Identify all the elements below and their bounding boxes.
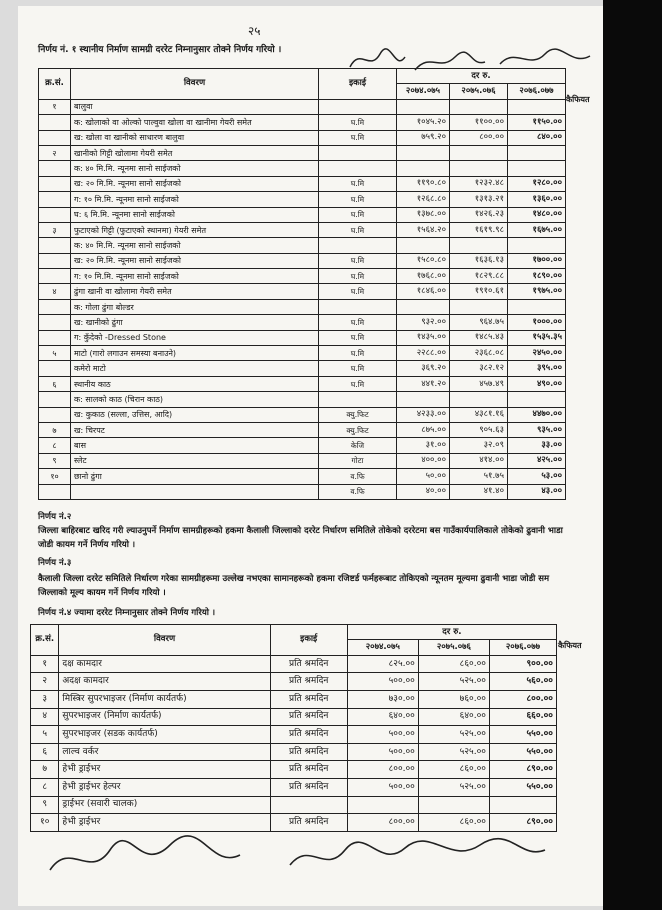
row-sn: १० (39, 469, 71, 484)
row-desc: क: ४० मि.मि. न्यूनमा सानो साईजको (71, 161, 319, 176)
col-sn: क्र.सं. (39, 69, 71, 100)
row-unit: प्रति श्रमदिन (270, 708, 347, 726)
row-unit (319, 392, 397, 407)
row-desc: ख: कुकाठ (सल्ला, उत्तिस, आदि) (71, 407, 319, 422)
col-desc: विवरण (71, 69, 319, 100)
row-rate-1: ८००.०० (347, 761, 418, 779)
row-rate-3: ९३५.०० (508, 422, 566, 437)
table-row (31, 673, 557, 691)
table-row (31, 761, 557, 779)
row-sn: १ (31, 655, 59, 673)
row-unit: घ.मि (319, 130, 397, 145)
row-unit: व.फि (319, 469, 397, 484)
row-unit: घ.मि (319, 361, 397, 376)
decision-1-heading: निर्णय नं. १ स्थानीय निर्माण सामग्री दररेट निम्नानुसार तोक्ने निर्णय गरियो । (38, 45, 282, 55)
col-year-1: २०७४.०७५ (397, 84, 450, 99)
row-unit: घ.मि (319, 315, 397, 330)
row-unit: घ.मि (319, 284, 397, 299)
row-rate-1: १७६८.०० (397, 269, 450, 284)
row-desc: ग: १० मि.मि. न्यूनमा सानो साईजको (71, 269, 319, 284)
row-desc: क: सालको काठ (चिरान काठ) (71, 392, 319, 407)
col-year-2: २०७५.०७६ (418, 640, 489, 655)
row-desc: घ: ६ मि.मि. न्यूनमा सानो साईजको (71, 207, 319, 222)
row-sn: ३ (39, 222, 71, 237)
row-rate-2: ५२५.०० (418, 673, 489, 691)
table-row (39, 192, 566, 207)
table-row (39, 330, 566, 345)
table-row (39, 376, 566, 391)
row-rate-1: ५००.०० (347, 743, 418, 761)
row-desc: क: गोला ढुंगा बोल्डर (71, 299, 319, 314)
row-desc: स्लेट (71, 453, 319, 468)
row-sn: ४ (39, 284, 71, 299)
row-rate-1 (397, 161, 450, 176)
row-rate-3: ५५०.०० (489, 726, 556, 744)
row-rate-1 (397, 299, 450, 314)
row-rate-1: ५००.०० (347, 726, 418, 744)
col-desc: विवरण (59, 625, 270, 656)
table-row (39, 469, 566, 484)
row-sn: ८ (31, 778, 59, 796)
row-rate-1: ८७५.०० (397, 422, 450, 437)
row-rate-1: १५८०.८० (397, 253, 450, 268)
row-unit: गोटा (319, 453, 397, 468)
labour-rate-table (30, 624, 557, 832)
row-desc: बास (71, 438, 319, 453)
row-unit: प्रति श्रमदिन (270, 726, 347, 744)
row-unit (319, 161, 397, 176)
row-unit: घ.मि (319, 192, 397, 207)
row-unit: प्रति श्रमदिन (270, 673, 347, 691)
row-rate-3: १५३५.३५ (508, 330, 566, 345)
row-unit: घ.मि (319, 176, 397, 191)
row-sn (39, 207, 71, 222)
row-rate-3: ४९०.०० (508, 376, 566, 391)
row-sn (39, 115, 71, 130)
table-row (39, 222, 566, 237)
table-row (39, 407, 566, 422)
table-row (39, 392, 566, 407)
row-rate-2: ३२.०९ (450, 438, 508, 453)
row-desc: बालुवा (71, 99, 319, 114)
row-rate-2: १९१०.६१ (450, 284, 508, 299)
table-row (31, 708, 557, 726)
row-unit: घ.मि (319, 376, 397, 391)
row-rate-3: ९००.०० (489, 655, 556, 673)
table-row (39, 161, 566, 176)
col-unit: इकाई (319, 69, 397, 100)
row-sn (39, 269, 71, 284)
table-row (31, 690, 557, 708)
row-sn (39, 361, 71, 376)
row-desc: अदक्ष कामदार (59, 673, 270, 691)
row-rate-1: ५०.०० (397, 469, 450, 484)
row-rate-3: ६६०.०० (489, 708, 556, 726)
row-desc: स्थानीय काठ (71, 376, 319, 391)
row-rate-3: ८४०.०० (508, 130, 566, 145)
row-sn: ६ (31, 743, 59, 761)
table-row (39, 238, 566, 253)
row-desc (71, 484, 319, 499)
row-rate-3 (508, 238, 566, 253)
table-row (39, 453, 566, 468)
row-desc: ग: कुँदेको -Dressed Stone (71, 330, 319, 345)
row-rate-3: ८००.०० (489, 690, 556, 708)
row-desc: छानो ढुंगा (71, 469, 319, 484)
row-unit: घ.मि (319, 115, 397, 130)
row-desc: कमेरो माटो (71, 361, 319, 376)
table-row (39, 284, 566, 299)
row-desc: ख: खानीको ढुंगा (71, 315, 319, 330)
row-rate-2: ८००.०० (450, 130, 508, 145)
row-unit: प्रति श्रमदिन (270, 778, 347, 796)
row-rate-3: ५५०.०० (489, 743, 556, 761)
col-year-3: २०७६.०७७ (489, 640, 556, 655)
row-unit: घ.मि (319, 207, 397, 222)
row-rate-1: ५००.०० (347, 673, 418, 691)
row-rate-3: ५६०.०० (489, 673, 556, 691)
row-rate-2: ४५७.४९ (450, 376, 508, 391)
table-row (39, 115, 566, 130)
row-unit: केजि (319, 438, 397, 453)
row-sn (39, 238, 71, 253)
row-rate-1: ७५९.२० (397, 130, 450, 145)
table-row (39, 438, 566, 453)
row-sn (39, 392, 71, 407)
row-sn: ७ (39, 422, 71, 437)
row-sn (39, 407, 71, 422)
row-rate-2: ६४०.०० (418, 708, 489, 726)
row-rate-1: ३१.०० (397, 438, 450, 453)
row-desc: फुटाएको गिट्टी (फुटाएको स्थानमा) गेयरी समेत (71, 222, 319, 237)
row-unit (319, 145, 397, 160)
row-rate-2: ८६०.०० (418, 655, 489, 673)
row-sn (39, 330, 71, 345)
signatures-bottom (40, 820, 560, 890)
row-rate-2: ३८२.१२ (450, 361, 508, 376)
table-row (31, 655, 557, 673)
row-unit (319, 99, 397, 114)
row-sn: ९ (31, 796, 59, 814)
row-rate-2: १४२६.२३ (450, 207, 508, 222)
row-rate-3: ८९०.०० (489, 761, 556, 779)
table-row (39, 207, 566, 222)
col-rate: दर रु. (347, 625, 556, 640)
table-row (39, 269, 566, 284)
row-rate-1: ७३०.०० (347, 690, 418, 708)
decision-4-heading: निर्णय नं.४ ज्यामा दररेट निम्नानुसार तोक्ने निर्णय गरियो । (38, 608, 216, 618)
row-sn: १ (39, 99, 71, 114)
row-unit: घ.मि (319, 222, 397, 237)
row-rate-2: १६१९.९८ (450, 222, 508, 237)
row-desc: हेभी ड्राईभर हेल्पर (59, 778, 270, 796)
row-rate-2: ८६०.०० (418, 814, 489, 832)
row-unit (319, 299, 397, 314)
row-rate-3: ४३.०० (508, 484, 566, 499)
row-rate-3: ५३.०० (508, 469, 566, 484)
row-rate-1: २२८८.०० (397, 346, 450, 361)
table-row (39, 346, 566, 361)
row-rate-2: ५२५.०० (418, 778, 489, 796)
row-unit (319, 238, 397, 253)
row-rate-2: ११००.०० (450, 115, 508, 130)
row-unit: घ.मि (319, 330, 397, 345)
decision-3-text: कैलाली जिल्ला दररेट समितिले निर्धारण गरेका सामग्रीहरूमा उल्लेख नभएका सामानहरूको हकमा रजिष्टर्ड फर्महरूबाट तोकिएको न्यूनतम मूल्यमा ढुवानी भाडा जोडी सम जिल्लाको मूल्य कायम गर्ने निर्णय गरियो । (38, 574, 550, 598)
table-row (39, 99, 566, 114)
table-row (39, 130, 566, 145)
row-rate-2: १२३२.४८ (450, 176, 508, 191)
row-rate-2: ४३८१.१६ (450, 407, 508, 422)
row-rate-1: ११९०.८० (397, 176, 450, 191)
row-rate-1: १३७८.०० (397, 207, 450, 222)
row-rate-2: ९६४.७५ (450, 315, 508, 330)
row-unit: घ.मि (319, 269, 397, 284)
remark-header-2: कैफियत (558, 641, 582, 650)
row-desc: मिस्त्रिर सुपरभाइजर (निर्माण कार्यतर्फ) (59, 690, 270, 708)
row-rate-2: २३६८.०८ (450, 346, 508, 361)
row-unit (270, 796, 347, 814)
row-rate-2: ९०५.६३ (450, 422, 508, 437)
row-rate-2 (450, 392, 508, 407)
table-row (39, 361, 566, 376)
row-rate-3: १३६०.०० (508, 192, 566, 207)
row-rate-3 (508, 99, 566, 114)
row-rate-3: १७००.०० (508, 253, 566, 268)
row-sn (39, 192, 71, 207)
row-rate-3: १६७५.०० (508, 222, 566, 237)
row-sn (39, 253, 71, 268)
row-rate-1: ४०.०० (397, 484, 450, 499)
page-mark: २५ (248, 24, 261, 38)
row-unit: क्यु.फिट (319, 422, 397, 437)
row-unit: प्रति श्रमदिन (270, 761, 347, 779)
table-row (31, 778, 557, 796)
row-desc: खानीको गिट्टी खोलामा गेयरी समेत (71, 145, 319, 160)
row-sn: ७ (31, 761, 59, 779)
row-rate-1 (397, 238, 450, 253)
row-desc: ख: खोला वा खानीको साधारण बालुवा (71, 130, 319, 145)
row-rate-3: ४२५.०० (508, 453, 566, 468)
row-rate-2 (450, 145, 508, 160)
row-rate-2: ५२५.०० (418, 726, 489, 744)
row-rate-3: ५५०.०० (489, 778, 556, 796)
row-rate-3: १९७५.०० (508, 284, 566, 299)
decision-2-label: निर्णय नं.२ (38, 512, 72, 522)
table-row (39, 484, 566, 499)
row-sn: १० (31, 814, 59, 832)
row-rate-2: १८२९.८८ (450, 269, 508, 284)
row-unit: प्रति श्रमदिन (270, 814, 347, 832)
row-rate-2: १६३६.१३ (450, 253, 508, 268)
table-row (31, 743, 557, 761)
row-desc: ढुंगा खानी वा खोलामा गेयरी समेत (71, 284, 319, 299)
row-rate-3: ८९०.०० (489, 814, 556, 832)
row-rate-1: ६४०.०० (347, 708, 418, 726)
row-rate-2: ५१.७५ (450, 469, 508, 484)
row-rate-1 (397, 145, 450, 160)
row-sn: ३ (31, 690, 59, 708)
row-rate-3: १०००.०० (508, 315, 566, 330)
decision-2-text: जिल्ला बाहिरबाट खरिद गरी ल्याउनुपर्ने निर्माण सामग्रीहरूको हकमा कैलाली जिल्लाको दररेट निर्धारण समितिले तोकेको दररेटमा बस गाउँकार्यपालिकाले तोकेको ढुवानी भाडा जोडी कायम गर्ने निर्णय गरियो । (38, 526, 563, 550)
row-desc: क: ४० मि.मि. न्यूनमा सानो साईजको (71, 238, 319, 253)
row-rate-1: १८४६.०० (397, 284, 450, 299)
row-sn (39, 176, 71, 191)
row-rate-3: ३३.०० (508, 438, 566, 453)
col-unit: इकाई (270, 625, 347, 656)
row-desc: माटो (गारो लगाउन समस्या बनाउने) (71, 346, 319, 361)
col-year-2: २०७५.०७६ (450, 84, 508, 99)
row-sn: २ (31, 673, 59, 691)
row-desc: ख: २० मि.मि. न्यूनमा सानो साईजको (71, 253, 319, 268)
row-rate-2 (450, 161, 508, 176)
row-rate-2: ७६०.०० (418, 690, 489, 708)
row-rate-2: ८६०.०० (418, 761, 489, 779)
row-desc: दक्ष कामदार (59, 655, 270, 673)
row-desc: लाल्व वर्कर (59, 743, 270, 761)
row-rate-3: २४५०.०० (508, 346, 566, 361)
row-sn: २ (39, 145, 71, 160)
row-rate-1: ४४१.२० (397, 376, 450, 391)
row-rate-2: ४१४.०० (450, 453, 508, 468)
row-desc: ख: २० मि.मि. न्यूनमा सानो साईजको (71, 176, 319, 191)
row-rate-1 (397, 392, 450, 407)
scan-dark-edge (603, 0, 662, 910)
row-desc: हेभी ड्राईभर (59, 761, 270, 779)
col-year-1: २०७४.०७५ (347, 640, 418, 655)
row-rate-1: ३६९.२० (397, 361, 450, 376)
row-sn: ९ (39, 453, 71, 468)
row-unit: घ.मि (319, 253, 397, 268)
row-desc: ग: १० मि.मि. न्यूनमा सानो साईजको (71, 192, 319, 207)
row-desc: क: खोलाको वा ओल्को पाल्वुवा खोला वा खानीमा गेयरी समेत (71, 115, 319, 130)
row-unit: व.फि (319, 484, 397, 499)
row-rate-2: १४८५.४३ (450, 330, 508, 345)
row-rate-3: १२८०.०० (508, 176, 566, 191)
material-rate-table (38, 68, 566, 500)
row-rate-1: १२६८.८० (397, 192, 450, 207)
row-rate-1 (347, 796, 418, 814)
row-rate-3 (508, 161, 566, 176)
table-row (39, 176, 566, 191)
row-unit: प्रति श्रमदिन (270, 655, 347, 673)
row-unit: क्यु.फिट (319, 407, 397, 422)
row-rate-1: ४००.०० (397, 453, 450, 468)
row-desc: सुपरभाइजर (सडक कार्यतर्फ) (59, 726, 270, 744)
row-rate-2 (450, 99, 508, 114)
row-rate-3: ११५०.०० (508, 115, 566, 130)
table-row (31, 726, 557, 744)
table-row (31, 796, 557, 814)
table-row (39, 253, 566, 268)
row-desc: ख: चिरपट (71, 422, 319, 437)
row-rate-2 (450, 238, 508, 253)
row-rate-2 (418, 796, 489, 814)
row-rate-2: ५२५.०० (418, 743, 489, 761)
row-rate-1 (397, 99, 450, 114)
row-desc: हेभी ड्राईभर (59, 814, 270, 832)
col-rate: दर रु. (397, 69, 566, 84)
row-rate-1: १४३५.०० (397, 330, 450, 345)
row-unit: प्रति श्रमदिन (270, 690, 347, 708)
row-rate-3: १४८०.०० (508, 207, 566, 222)
row-sn: ५ (39, 346, 71, 361)
remark-header: कैफियत (566, 95, 590, 104)
row-sn (39, 130, 71, 145)
row-rate-1: १५६४.२० (397, 222, 450, 237)
row-sn: ४ (31, 708, 59, 726)
row-rate-3 (508, 145, 566, 160)
row-unit: प्रति श्रमदिन (270, 743, 347, 761)
row-rate-3: ३९५.०० (508, 361, 566, 376)
row-rate-2 (450, 299, 508, 314)
row-rate-2: ४१.४० (450, 484, 508, 499)
row-rate-3 (508, 299, 566, 314)
table-row (39, 315, 566, 330)
row-desc: सुपरभाइजर (निर्माण कार्यतर्फ) (59, 708, 270, 726)
row-sn (39, 315, 71, 330)
row-sn (39, 484, 71, 499)
row-rate-1: ४२३३.०० (397, 407, 450, 422)
table-row (39, 145, 566, 160)
row-rate-3 (508, 392, 566, 407)
row-rate-1: ८२५.०० (347, 655, 418, 673)
row-rate-3: १८९०.०० (508, 269, 566, 284)
row-sn: ५ (31, 726, 59, 744)
row-sn (39, 299, 71, 314)
col-sn: क्र.सं. (31, 625, 59, 656)
row-desc: ड्राईभर (सवारी चालक) (59, 796, 270, 814)
row-sn (39, 161, 71, 176)
row-rate-1: ८००.०० (347, 814, 418, 832)
row-rate-2: १३१३.२१ (450, 192, 508, 207)
col-year-3: २०७६.०७७ (508, 84, 566, 99)
decision-3-label: निर्णय नं.३ (38, 558, 72, 568)
row-unit: घ.मि (319, 346, 397, 361)
table-row (39, 299, 566, 314)
table-row (39, 422, 566, 437)
row-rate-1: १०४५.२० (397, 115, 450, 130)
row-rate-3 (489, 796, 556, 814)
row-rate-1: ९३२.०० (397, 315, 450, 330)
row-sn: ८ (39, 438, 71, 453)
row-rate-1: ५००.०० (347, 778, 418, 796)
row-sn: ६ (39, 376, 71, 391)
row-rate-3: ४४७०.०० (508, 407, 566, 422)
